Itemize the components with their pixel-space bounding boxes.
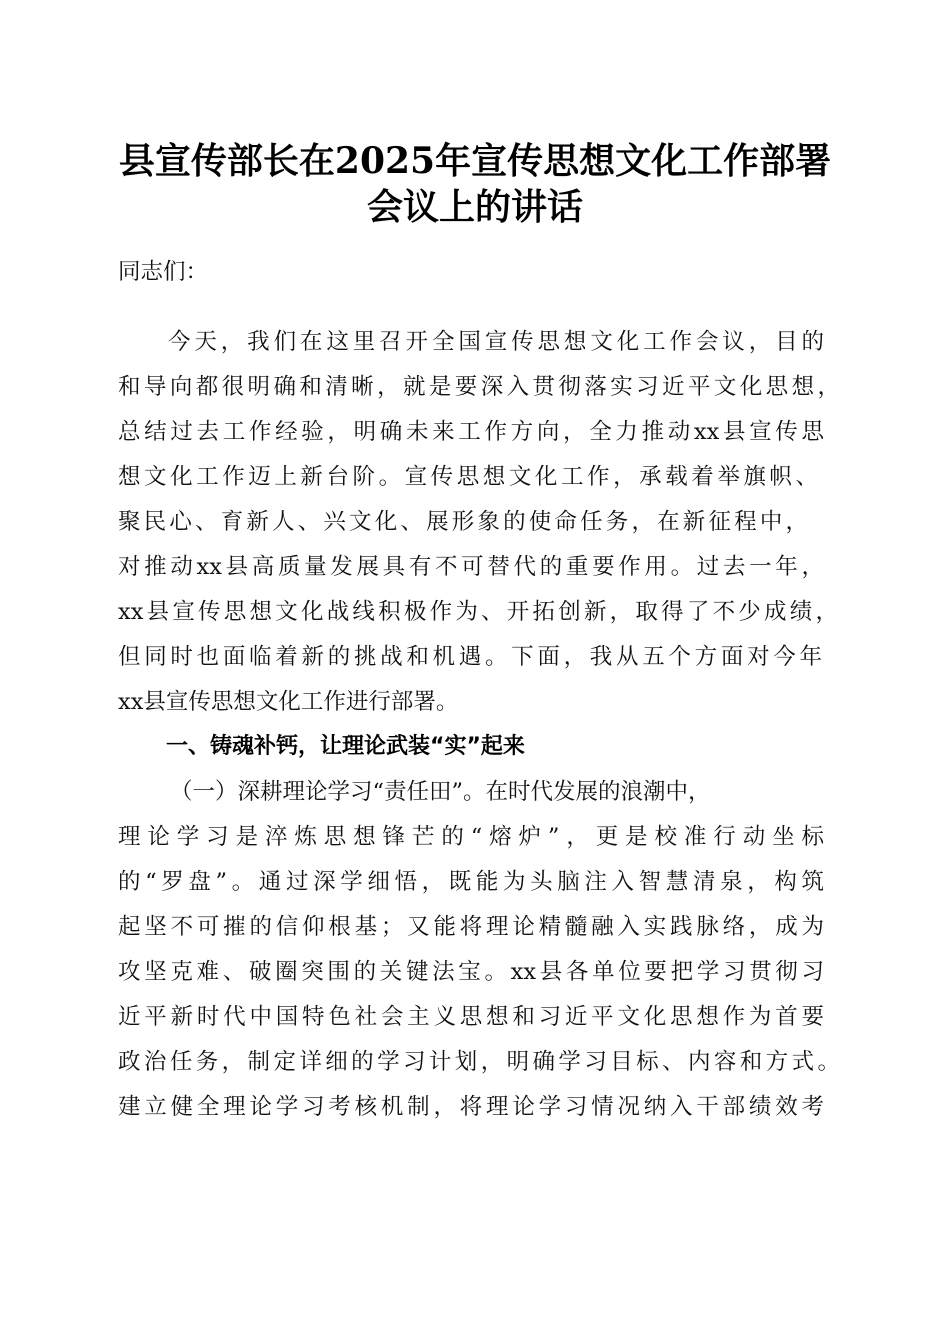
paragraph-1-line: 想文化工作迈上新台阶。宣传思想文化工作，承载着举旗帜、 — [118, 464, 818, 490]
paragraph-2-line: 的“罗盘”。通过深学细悟，既能为头脑注入智慧清泉，构筑 — [118, 869, 824, 895]
section-heading: 一、铸魂补钙，让理论武装“实”起来 — [166, 734, 525, 759]
paragraph-1-line: 聚民心、育新人、兴文化、展形象的使命任务，在新征程中， — [118, 509, 808, 535]
paragraph-1-line: 和导向都很明确和清晰，就是要深入贯彻落实习近平文化思想， — [118, 374, 840, 400]
paragraph-1-line: 总结过去工作经验，明确未来工作方向，全力推动xx县宣传思 — [118, 419, 824, 445]
paragraph-1-line: 对推动xx县高质量发展具有不可替代的重要作用。过去一年， — [118, 554, 824, 580]
paragraph-2-line: 攻坚克难、破圈突围的关键法宝。xx县各单位要把学习贯彻习 — [118, 959, 824, 985]
paragraph-1-line: 但同时也面临着新的挑战和机遇。下面，我从五个方面对今年 — [118, 644, 822, 670]
paragraph-2-line: （一）深耕理论学习“责任田”。在时代发展的浪潮中， — [170, 779, 711, 805]
paragraph-1-line: xx县宣传思想文化战线积极作为、开拓创新，取得了不少成绩， — [118, 599, 838, 625]
paragraph-2-line: 理论学习是淬炼思想锋芒的“熔炉”，更是校准行动坐标 — [118, 824, 824, 850]
paragraph-2-line: 建立健全理论学习考核机制，将理论学习情况纳入干部绩效考 — [118, 1094, 824, 1120]
paragraph-2-line: 政治任务，制定详细的学习计划，明确学习目标、内容和方式。 — [118, 1049, 840, 1075]
paragraph-2-line: 近平新时代中国特色社会主义思想和习近平文化思想作为首要 — [118, 1004, 824, 1030]
paragraph-1-line: xx县宣传思想文化工作进行部署。 — [118, 689, 459, 715]
paragraph-1-line: 今天，我们在这里召开全国宣传思想文化工作会议，目的 — [168, 329, 824, 355]
document-title-line-2: 会议上的讲话 — [366, 186, 583, 228]
paragraph-2-line: 起坚不可摧的信仰根基；又能将理论精髓融入实践脉络，成为 — [118, 914, 824, 940]
salutation: 同志们： — [118, 259, 209, 285]
document-title-line-1: 县宣传部长在2025年宣传思想文化工作部署 — [118, 140, 832, 182]
